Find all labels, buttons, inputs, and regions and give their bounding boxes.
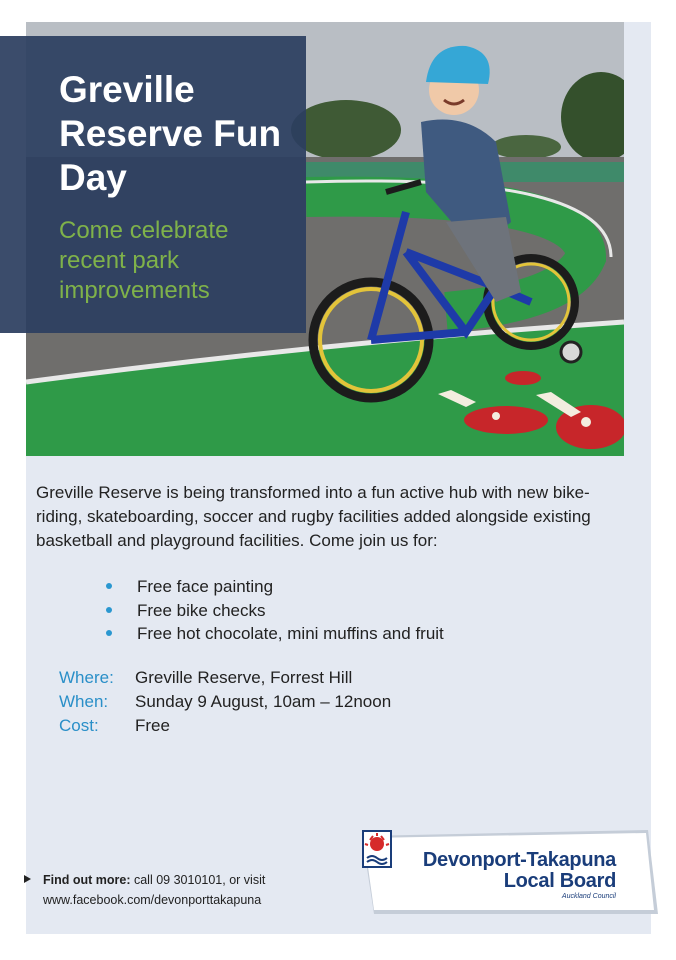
when-label: When:	[59, 692, 109, 711]
facebook-link[interactable]: www.facebook.com/devonporttakapuna	[43, 893, 262, 907]
flyer-subtitle: Come celebrate recent park improvements	[59, 217, 229, 304]
find-out-more-label: Find out more:	[43, 873, 131, 887]
local-board-logo	[362, 830, 658, 914]
find-out-more-contact: call 09 3010101, or visit	[133, 873, 266, 887]
logo-wordmark	[423, 850, 616, 892]
list-item	[104, 599, 444, 623]
activity-text: Free hot chocolate, mini muffins and fruit	[137, 624, 444, 643]
flyer-title: Greville Reserve Fun Day	[59, 69, 282, 198]
logo-name-line2: Local Board	[503, 870, 616, 892]
list-item	[104, 575, 444, 599]
pohutukawa-emblem-icon	[362, 830, 392, 868]
where-value: Greville Reserve, Forrest Hill	[135, 668, 353, 687]
activities-list	[104, 575, 444, 646]
logo-name-line1: Devonport-Takapuna	[422, 849, 616, 871]
arrow-right-icon	[24, 875, 31, 883]
logo-council-name: Auckland Council	[561, 893, 616, 900]
event-details	[59, 666, 391, 738]
activity-text: Free face painting	[137, 577, 274, 596]
detail-cost	[59, 714, 391, 738]
cost-label: Cost:	[59, 716, 99, 735]
when-value: Sunday 9 August, 10am – 12noon	[135, 692, 392, 711]
activity-text: Free bike checks	[137, 600, 266, 620]
where-label: Where:	[59, 668, 114, 687]
detail-when	[59, 690, 391, 714]
bullet-icon	[106, 630, 112, 636]
bullet-icon	[106, 607, 112, 613]
bullet-icon	[106, 583, 112, 589]
list-item	[104, 622, 444, 646]
cost-value: Free	[135, 716, 170, 735]
intro-paragraph: Greville Reserve is being transformed into a fun active hub with new bike-riding, skateboarding, soccer and rugby facilities added alongside existing basketball and playground facilities. Come join us for:	[36, 483, 591, 550]
find-out-more-text	[43, 870, 343, 910]
detail-where	[59, 666, 391, 690]
